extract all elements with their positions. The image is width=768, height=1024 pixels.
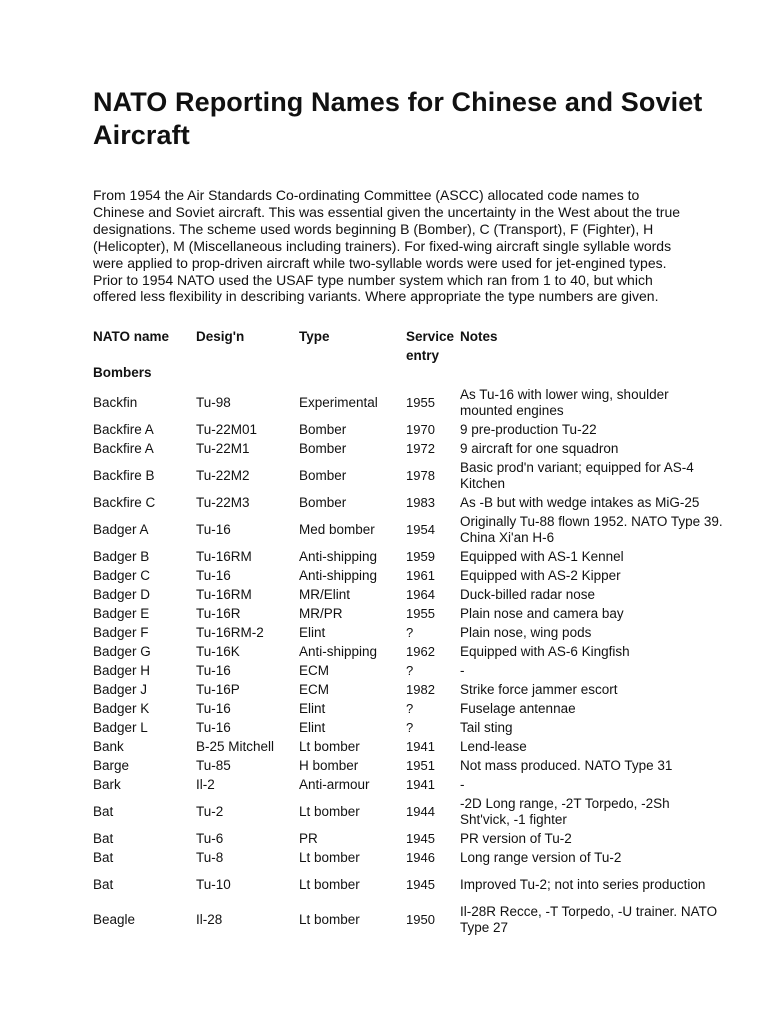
cell-designation: Tu-16 [196,662,231,678]
table-row [93,737,723,756]
cell-designation: Tu-16RM-2 [196,624,264,640]
cell-nato-name: Badger D [93,586,151,602]
cell-designation: Tu-6 [196,830,224,846]
cell-type: Elint [299,719,326,735]
cell-service-entry: 1945 [406,830,435,846]
cell-type: Anti-shipping [299,548,378,564]
cell-type: ECM [299,662,329,678]
cell-nato-name: Bat [93,849,114,865]
table-row [93,718,723,737]
cell-type: Lt bomber [299,849,360,865]
cell-type: Bomber [299,494,347,510]
cell-nato-name: Badger L [93,719,148,735]
cell-notes: Tail sting [460,719,513,735]
cell-notes: Equipped with AS-6 Kingfish [460,643,630,659]
cell-notes: Il-28R Recce, -T Torpedo, -U trainer. NATO Type 27 [460,903,718,935]
cell-service-entry: 1972 [406,440,435,456]
cell-notes: As Tu-16 with lower wing, shoulder mounted engines [460,386,669,418]
cell-designation: Tu-16 [196,521,231,537]
cell-notes: Long range version of Tu-2 [460,849,622,865]
cell-type: Experimental [299,394,378,410]
cell-nato-name: Backfire A [93,440,154,456]
cell-service-entry: 1962 [406,643,435,659]
cell-notes: Improved Tu-2; not into series production [460,876,706,892]
cell-notes: Basic prod'n variant; equipped for AS-4 Kitchen [460,459,694,491]
table-header-row [93,327,723,365]
table-row [93,756,723,775]
header-type: Type [299,329,330,345]
cell-notes: PR version of Tu-2 [460,830,572,846]
cell-type: Lt bomber [299,803,360,819]
cell-nato-name: Barge [93,757,130,773]
cell-notes: Duck-billed radar nose [460,586,596,602]
cell-nato-name: Backfin [93,394,138,410]
cell-service-entry: 1941 [406,738,435,754]
table-row [93,829,723,848]
cell-type: Elint [299,700,326,716]
cell-nato-name: Bat [93,830,114,846]
cell-type: Anti-shipping [299,567,378,583]
table-row [93,680,723,699]
cell-designation: Tu-16 [196,567,231,583]
cell-type: Lt bomber [299,738,360,754]
cell-designation: Tu-16K [196,643,240,659]
header-notes: Notes [460,329,498,345]
table-row [93,604,723,623]
cell-nato-name: Badger C [93,567,151,583]
cell-nato-name: Bat [93,876,114,892]
cell-service-entry: 1959 [406,548,435,564]
cell-notes: Equipped with AS-2 Kipper [460,567,621,583]
cell-notes: Originally Tu-88 flown 1952. NATO Type 39. China Xi'an H-6 [460,513,723,545]
cell-type: Lt bomber [299,876,360,892]
cell-service-entry: ? [406,700,414,716]
cell-notes: Equipped with AS-1 Kennel [460,548,624,564]
cell-designation: Tu-16 [196,700,231,716]
cell-notes: Strike force jammer escort [460,681,618,697]
cell-nato-name: Backfire A [93,421,154,437]
cell-designation: Tu-16RM [196,548,252,564]
cell-designation: Tu-16P [196,681,240,697]
table-row [93,642,723,661]
cell-type: H bomber [299,757,359,773]
table-row [93,385,723,420]
cell-nato-name: Badger K [93,700,150,716]
cell-designation: Tu-16R [196,605,241,621]
cell-type: Elint [299,624,326,640]
cell-service-entry: 1964 [406,586,435,602]
cell-type: ECM [299,681,329,697]
cell-type: Anti-armour [299,776,370,792]
table-row [93,458,723,493]
cell-designation: Tu-16 [196,719,231,735]
cell-service-entry: 1970 [406,421,435,437]
table-row [93,512,723,547]
table-row [93,547,723,566]
cell-notes: Plain nose, wing pods [460,624,592,640]
intro-paragraph: From 1954 the Air Standards Co-ordinating Committee (ASCC) allocated code names to Chinese and Soviet aircraft. This was essential given the uncertainty in the West about the true designations. The scheme used words beginning B (Bomber), C (Transport), F (Fighter), H (Helicopter), M (Miscellaneous including trainers). For fixed-wing aircraft single syllable words were applied to prop-driven aircraft while two-syllable words were used for jet-engined types. Prior to 1954 NATO used the USAF type number system which ran from 1 to 40, but which offered less flexibility in describing variants. Where appropriate the type numbers are given. [93,187,681,305]
table-row [93,848,723,867]
cell-notes: 9 aircraft for one squadron [460,440,619,456]
table-row [93,794,723,829]
cell-service-entry: 1951 [406,757,435,773]
section-label: Bombers [93,365,152,381]
header-service-line2: entry [406,348,440,364]
cell-service-entry: 1945 [406,876,435,892]
cell-designation: Il-28 [196,911,223,927]
cell-nato-name: Bat [93,803,114,819]
cell-service-entry: 1961 [406,567,435,583]
cell-designation: Il-2 [196,776,215,792]
table-row [93,623,723,642]
header-service-entry [406,327,460,365]
cell-nato-name: Beagle [93,911,136,927]
header-designation: Desig'n [196,329,245,345]
cell-nato-name: Badger B [93,548,150,564]
cell-type: MR/PR [299,605,343,621]
table-row [93,439,723,458]
cell-designation: Tu-22M01 [196,421,258,437]
cell-service-entry: ? [406,719,414,735]
cell-service-entry: ? [406,662,414,678]
cell-nato-name: Badger G [93,643,151,659]
cell-service-entry: 1983 [406,494,435,510]
cell-designation: Tu-98 [196,394,231,410]
table-row [93,420,723,439]
cell-service-entry: 1944 [406,803,435,819]
table-row [93,493,723,512]
cell-notes: - [460,776,465,792]
table-row [93,566,723,585]
cell-designation: Tu-22M1 [196,440,250,456]
document-page [93,86,723,937]
cell-nato-name: Bank [93,738,124,754]
cell-nato-name: Badger F [93,624,149,640]
cell-notes: -2D Long range, -2T Torpedo, -2Sh Sht'vick, -1 fighter [460,795,670,827]
cell-designation: Tu-22M2 [196,467,250,483]
header-nato-name: NATO name [93,329,170,345]
cell-type: Bomber [299,440,347,456]
table-row [93,775,723,794]
cell-nato-name: Backfire C [93,494,156,510]
cell-service-entry: 1982 [406,681,435,697]
cell-designation: Tu-10 [196,876,231,892]
cell-notes: - [460,662,465,678]
cell-service-entry: 1955 [406,394,435,410]
table-row [93,867,723,902]
aircraft-table [93,327,723,937]
table-body [93,365,723,937]
cell-service-entry: 1978 [406,467,435,483]
cell-designation: Tu-22M3 [196,494,250,510]
cell-service-entry: 1950 [406,911,435,927]
cell-notes: Lend-lease [460,738,527,754]
cell-designation: B-25 Mitchell [196,738,275,754]
cell-type: Bomber [299,467,347,483]
cell-nato-name: Badger A [93,521,149,537]
cell-type: PR [299,830,318,846]
cell-nato-name: Badger E [93,605,150,621]
cell-service-entry: 1954 [406,521,435,537]
cell-service-entry: 1941 [406,776,435,792]
header-service-line1: Service [406,329,455,345]
section-row [93,365,723,385]
cell-nato-name: Badger J [93,681,148,697]
cell-type: Med bomber [299,521,375,537]
cell-designation: Tu-85 [196,757,231,773]
cell-nato-name: Backfire B [93,467,155,483]
page-title: NATO Reporting Names for Chinese and Soviet Aircraft [93,87,703,150]
cell-notes: Plain nose and camera bay [460,605,624,621]
table-row [93,661,723,680]
cell-service-entry: ? [406,624,414,640]
cell-type: MR/Elint [299,586,351,602]
cell-type: Anti-shipping [299,643,378,659]
table-row [93,585,723,604]
cell-notes: 9 pre-production Tu-22 [460,421,597,437]
cell-designation: Tu-2 [196,803,224,819]
cell-nato-name: Badger H [93,662,151,678]
table-row [93,699,723,718]
cell-type: Lt bomber [299,911,360,927]
cell-service-entry: 1946 [406,849,435,865]
cell-designation: Tu-8 [196,849,224,865]
cell-notes: As -B but with wedge intakes as MiG-25 [460,494,700,510]
cell-nato-name: Bark [93,776,121,792]
cell-designation: Tu-16RM [196,586,252,602]
cell-service-entry: 1955 [406,605,435,621]
cell-notes: Fuselage antennae [460,700,576,716]
cell-type: Bomber [299,421,347,437]
cell-notes: Not mass produced. NATO Type 31 [460,757,673,773]
table-row [93,902,723,937]
